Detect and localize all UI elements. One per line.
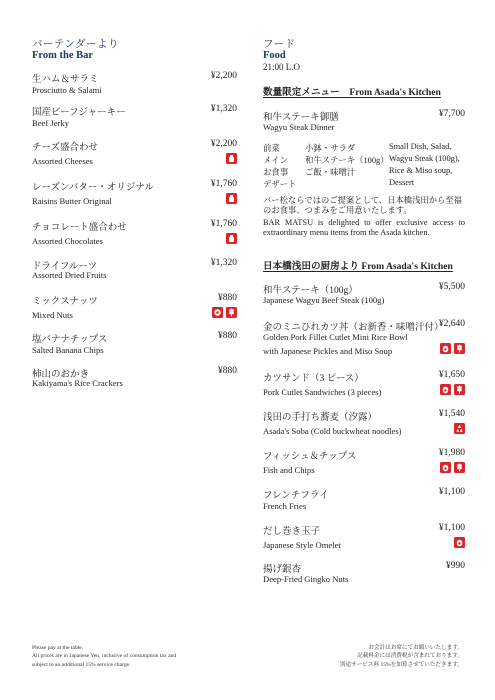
milk-icon: [226, 233, 237, 244]
course-label: メイン: [263, 156, 288, 165]
course-en: Small Dish, Salad,: [389, 142, 452, 151]
milk-icon: [226, 153, 237, 164]
item-name-en: Deep-Fried Gingko Nuts: [263, 574, 349, 584]
item-price: ¥5,500: [438, 282, 465, 292]
item-name-jp: フィッシュ＆チップス: [263, 452, 357, 462]
item-name-en: Assorted Chocolates: [32, 236, 103, 246]
item-name-jp: 和牛ステーキ（100g）: [263, 286, 358, 296]
item-name-en: Golden Pork Fillet Cutlet Mini Rice Bowl: [263, 332, 408, 342]
limited-menu-title: 数量限定メニュー From Asada's Kitchen: [263, 87, 441, 98]
item-name-en: Asada's Soba (Cold buckwheat noodles): [263, 426, 402, 436]
wheat-icon: [454, 384, 465, 395]
item-price: ¥1,980: [438, 448, 465, 458]
item-name-jp: チョコレート盛合わせ: [32, 223, 127, 233]
item-name-en: Raisins Butter Original: [32, 196, 112, 206]
allergen-icons: [226, 153, 237, 164]
course-value: 和牛ステーキ（100g）: [305, 156, 389, 165]
item-price: ¥1,320: [210, 258, 237, 268]
item-name-jp: フレンチフライ: [263, 491, 329, 501]
limited-note-jp: バー松ならではのご提案として、日本橋浅田から至福のお食事、つまみをご用意いたします。: [263, 196, 462, 216]
item-name-jp: チーズ盛合わせ: [32, 143, 99, 153]
item-price: ¥880: [218, 366, 237, 376]
last-order: 21:00 L.O: [263, 62, 300, 72]
footer-en-line: subject to an additional 15% service charge.: [32, 661, 131, 668]
item-name-en: Japanese Style Omelet: [263, 540, 341, 550]
allergen-icons: [440, 343, 465, 354]
item-name-en: Assorted Cheeses: [32, 156, 93, 166]
footer-jp: [340, 644, 463, 669]
footer-en: [32, 644, 176, 669]
wheat-icon: [454, 343, 465, 354]
limited-note-en: BAR MATSU is delighted to offer exclusive access to extraordinary menu items from the Asada kitchen.: [263, 218, 465, 238]
wheat-icon: [454, 462, 465, 473]
item-name-en: Kakiyama's Rice Crackers: [32, 378, 123, 388]
footer-jp-line: 記載料金には消費税が含まれております。: [357, 653, 463, 660]
allergen-icons: [212, 307, 237, 318]
item-price: ¥2,200: [210, 139, 237, 149]
bar-heading-jp: バーテンダーより: [32, 39, 120, 50]
item-price: ¥1,540: [438, 409, 465, 419]
footer-jp-line: お会計はお席にてお願いいたします。: [368, 645, 463, 651]
item-name-jp: 浅田の手打ち蕎麦（汐露）: [263, 413, 378, 423]
item-name-jp: 国産ビーフジャーキー: [32, 108, 126, 118]
egg-icon: [440, 384, 451, 395]
item-name-en-line2: with Japanese Pickles and Miso Soup: [263, 346, 393, 356]
item-name-jp: 金のミニひれカツ丼（お新香・味噌汁付）: [263, 323, 444, 333]
item-price: ¥1,760: [210, 179, 237, 189]
item-name-en: Japanese Wagyu Beef Steak (100g): [263, 295, 385, 305]
item-name-en: Wagyu Steak Dinner: [263, 122, 335, 132]
item-name-jp: ドライフルーツ: [32, 262, 98, 272]
course-value: ご飯・味噌汁: [305, 168, 356, 177]
egg-icon: [440, 343, 451, 354]
allergen-icons: [454, 537, 465, 548]
item-name-jp: 塩バナナチップス: [32, 335, 108, 345]
allergen-icons: [440, 384, 465, 395]
item-name-jp: 揚げ銀杏: [263, 565, 302, 575]
item-price: ¥880: [218, 293, 237, 303]
item-price: ¥1,760: [210, 219, 237, 229]
item-name-jp: レーズンバター・オリジナル: [32, 183, 154, 193]
item-price: ¥1,320: [210, 104, 237, 114]
course-value: 小鉢・サラダ: [305, 144, 356, 153]
food-heading-jp: フード: [263, 39, 296, 50]
wheat-icon: [226, 307, 237, 318]
food-heading-en: Food: [263, 50, 286, 61]
course-en: Rice & Miso soup,: [389, 166, 453, 175]
allergen-icons: [226, 193, 237, 204]
footer-jp-line: 別途サービス料 15%を加算させていただきます。: [339, 661, 463, 668]
milk-icon: [226, 193, 237, 204]
item-name-en: Pork Cutlet Sandwiches (3 pieces): [263, 387, 382, 397]
course-label: デザート: [263, 180, 297, 189]
item-name-jp: 柿山のおかき: [32, 370, 90, 380]
item-price: ¥7,700: [438, 109, 465, 119]
item-name-en: Prosciutto & Salami: [32, 85, 102, 95]
course-label: 前菜: [263, 144, 280, 153]
item-name-en: Fish and Chips: [263, 465, 315, 475]
bar-heading-en: From the Bar: [32, 50, 94, 61]
item-name-jp: だし巻き玉子: [263, 527, 321, 537]
item-price: ¥1,100: [438, 487, 465, 497]
allergen-icons: [440, 462, 465, 473]
nut-icon: [212, 307, 223, 318]
item-name-en: Mixed Nuts: [32, 310, 73, 320]
item-price: ¥990: [446, 561, 465, 571]
item-price: ¥2,640: [438, 319, 465, 329]
course-en: Dessert: [389, 178, 415, 187]
egg-icon: [454, 537, 465, 548]
item-name-en: French Fries: [263, 501, 307, 511]
item-name-jp: ミックスナッツ: [32, 297, 98, 307]
allergen-icons: [226, 233, 237, 244]
footer-en-line: All prices are in Japanese Yen, inclusive of consumption tax and: [32, 653, 177, 660]
egg-icon: [440, 462, 451, 473]
item-name-en: Salted Banana Chips: [32, 345, 104, 355]
course-en: Wagyu Steak (100g),: [389, 154, 460, 163]
item-price: ¥2,200: [210, 71, 237, 81]
footer-en-line: Please pay at the table.: [32, 645, 84, 651]
item-price: ¥1,100: [438, 523, 465, 533]
item-price: ¥880: [218, 331, 237, 341]
item-name-en: Beef Jerky: [32, 118, 69, 128]
item-name-jp: カツサンド（3 ピース）: [263, 374, 364, 384]
kitchen-menu-title: 日本橋浅田の厨房より From Asada's Kitchen: [263, 261, 453, 272]
buckwheat-icon: [454, 423, 465, 434]
allergen-icons: [454, 423, 465, 434]
item-name-en: Assorted Dried Fruits: [32, 270, 107, 280]
item-name-jp: 和牛ステーキ御膳: [263, 113, 339, 123]
item-name-jp: 生ハム＆サラミ: [32, 75, 99, 85]
course-label: お食事: [263, 168, 289, 177]
item-price: ¥1,650: [438, 370, 465, 380]
